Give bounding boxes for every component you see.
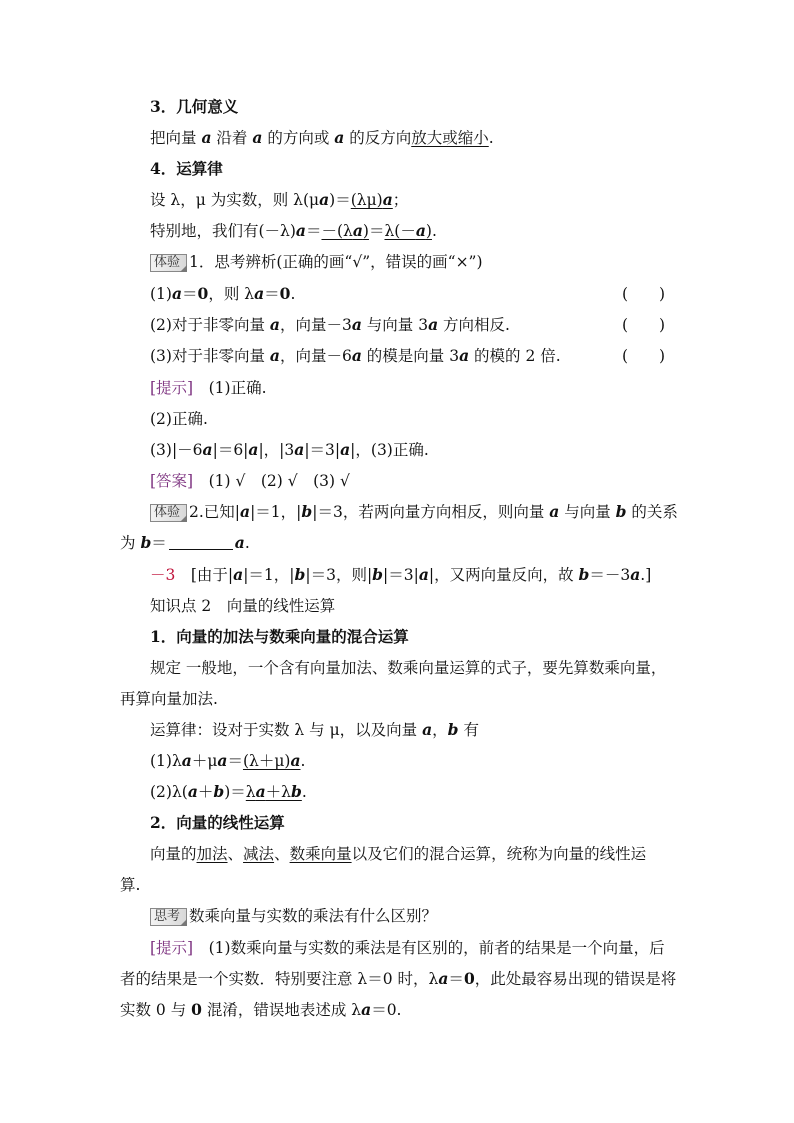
hint-label: [提示]	[150, 379, 194, 397]
question-2: (2)对于非零向量 a，向量－3a 与向量 3a 方向相反.	[150, 315, 510, 334]
hint-label: [提示]	[150, 939, 194, 957]
answer-line: [答案] (1) √ (2) √ (3) √	[150, 472, 350, 490]
exercise-1-title: 体验 1．思考辨析(正确的画“√”，错误的画“×”)	[150, 251, 483, 273]
associative-law: 设 λ，μ 为实数，则 λ(μa)＝(λμ)a；	[150, 190, 409, 209]
hint-1: [提示] (1)正确.	[150, 379, 267, 397]
subsection-2-heading: 2．向量的线性运算	[150, 813, 285, 832]
think-hint-line-2: 者的结果是一个实数．特别要注意 λ＝0 时，λa＝0，此处最容易出现的错误是将	[120, 969, 677, 988]
answer-bracket-q2: ( )	[622, 316, 666, 334]
hint-2: (2)正确.	[150, 410, 208, 428]
think-hint-line-3: 实数 0 与 0 混淆，错误地表述成 λa＝0.	[120, 1000, 402, 1019]
geometric-meaning-text: 把向量 a 沿着 a 的方向或 a 的反方向放大或缩小.	[150, 128, 494, 147]
distributive-law-1: (1)λa＋μa＝(λ＋μ)a.	[150, 751, 306, 770]
question-1: (1)a＝0，则 λa＝0.	[150, 284, 296, 303]
hint-3: (3)|－6a|＝6|a|，|3a|＝3|a|，(3)正确.	[150, 440, 429, 459]
answer-blank[interactable]	[169, 533, 233, 550]
exercise-tag: 体验	[150, 254, 187, 272]
knowledge-point-2-heading: 知识点 2 向量的线性运算	[150, 597, 336, 615]
think-tag: 思考	[150, 908, 187, 926]
section-heading-geometric-meaning: 3．几何意义	[150, 97, 239, 116]
subsection-1-heading: 1．向量的加法与数乘向量的混合运算	[150, 627, 409, 646]
operation-laws-intro: 运算律：设对于实数 λ 与 μ，以及向量 a，b 有	[150, 720, 479, 739]
exercise-2-line-1: 体验 2.已知|a|＝1，|b|＝3，若两向量方向相反，则向量 a 与向量 b 的关系	[150, 501, 678, 523]
think-hint-line-1: [提示] (1)数乘向量与实数的乘法是有区别的，前者的结果是一个向量，后	[150, 939, 665, 957]
rule-line-2: 再算向量加法.	[120, 690, 218, 708]
question-3: (3)对于非零向量 a，向量－6a 的模是向量 3a 的模的 2 倍.	[150, 346, 561, 365]
exercise-2-solution: －3 [由于|a|＝1，|b|＝3，则|b|＝3|a|，又两向量反向，故 b＝－3a.]	[150, 565, 652, 584]
answer-label: [答案]	[150, 472, 194, 490]
linear-operation-line-2: 算.	[120, 876, 141, 894]
section-heading-operation-laws: 4．运算律	[150, 159, 223, 178]
special-case-law: 特别地，我们有(－λ)a＝－(λa)＝λ(－a).	[150, 221, 437, 240]
rule-line-1: 规定 一般地，一个含有向量加法、数乘向量运算的式子，要先算数乘向量，	[150, 659, 667, 677]
distributive-law-2: (2)λ(a＋b)＝λa＋λb.	[150, 782, 307, 801]
solution-answer: －3	[150, 566, 176, 584]
answer-bracket-q1: ( )	[622, 285, 666, 303]
think-question: 思考 数乘向量与实数的乘法有什么区别？	[150, 905, 437, 927]
linear-operation-line-1: 向量的加法、减法、数乘向量以及它们的混合运算，统称为向量的线性运	[150, 845, 647, 863]
exercise-2-line-2: 为 b＝ a.	[120, 533, 250, 552]
exercise-tag: 体验	[150, 504, 187, 522]
answer-bracket-q3: ( )	[622, 347, 666, 365]
